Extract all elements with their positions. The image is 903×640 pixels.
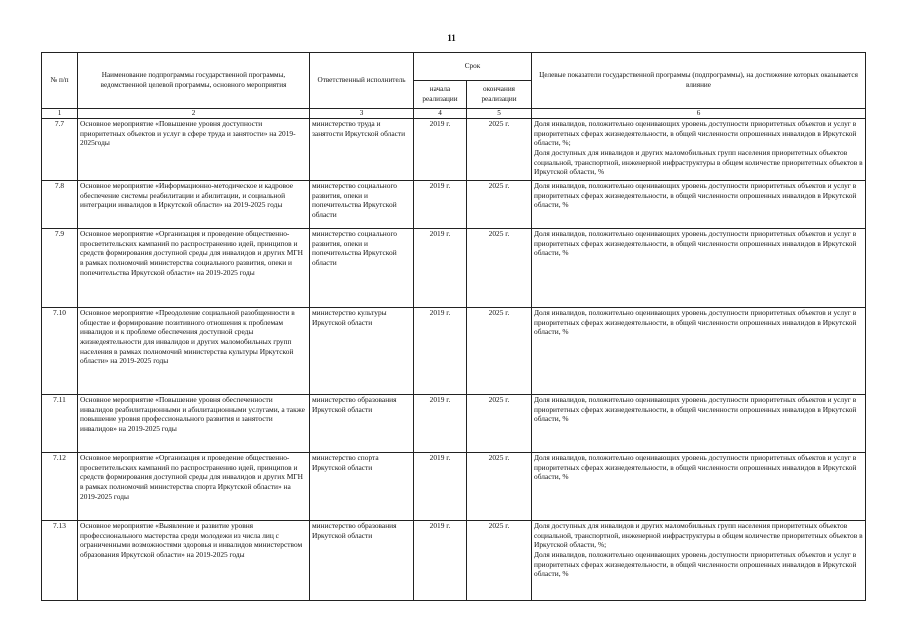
indicators <box>532 229 866 308</box>
measure-name: Основное мероприятие «Организация и проведение общественно-просветительских кампаний по распространению идей, принципов и средств формирования доступной среды для инвалидов и других МГН в рамках полномочий министерства социального развития, опеки и попечительства Иркутской области» на 2019-2025 годы <box>78 229 310 308</box>
executor: министерство образования Иркутской области <box>310 521 414 601</box>
table-row <box>42 308 866 395</box>
start-year: 2019 г. <box>414 229 467 308</box>
header-num: № п/п <box>42 53 78 109</box>
measure-name: Основное мероприятие «Повышение уровня доступности приоритетных объектов и услуг в сфере труда и занятости» на 2019-2025годы <box>78 119 310 181</box>
header-start: начала реализации <box>414 81 467 109</box>
executor: министерство спорта Иркутской области <box>310 453 414 521</box>
table-row <box>42 453 866 521</box>
table-row <box>42 119 866 181</box>
executor: министерство образования Иркутской области <box>310 395 414 453</box>
table-row <box>42 521 866 601</box>
column-number: 2 <box>78 109 310 119</box>
table-row <box>42 395 866 453</box>
start-year: 2019 г. <box>414 453 467 521</box>
executor: министерство социального развития, опеки и попечительства Иркутской области <box>310 181 414 229</box>
start-year: 2019 г. <box>414 521 467 601</box>
row-number: 7.11 <box>42 395 78 453</box>
program-table <box>41 52 866 601</box>
executor: министерство культуры Иркутской области <box>310 308 414 395</box>
row-number: 7.8 <box>42 181 78 229</box>
indicator-text: Доля инвалидов, положительно оценивающих уровень доступности приоритетных объектов и услуг в приоритетных сферах жизнедеятельности, в общей численности опрошенных инвалидов в Иркутской области, %; <box>534 119 857 148</box>
page-number: 11 <box>447 33 456 43</box>
start-year: 2019 г. <box>414 181 467 229</box>
header-term: Срок <box>414 53 532 81</box>
row-number: 7.12 <box>42 453 78 521</box>
header-name: Наименование подпрограммы государственной программы, ведомственной целевой программы, основного мероприятия <box>78 53 310 109</box>
end-year: 2025 г. <box>467 395 532 453</box>
indicator-text: Доля инвалидов, положительно оценивающих уровень доступности приоритетных объектов и услуг в приоритетных сферах жизнедеятельности, в общей численности опрошенных инвалидов в Иркутской области, % <box>534 549 857 579</box>
indicator-text: Доля инвалидов, положительно оценивающих уровень доступности приоритетных объектов и услуг в приоритетных сферах жизнедеятельности, в общей численности опрошенных инвалидов в Иркутской области, % <box>534 181 857 210</box>
row-number: 7.7 <box>42 119 78 181</box>
column-number: 1 <box>42 109 78 119</box>
column-number-row <box>42 109 866 119</box>
table-row <box>42 181 866 229</box>
executor: министерство труда и занятости Иркутской области <box>310 119 414 181</box>
measure-name: Основное мероприятие «Повышение уровня обеспеченности инвалидов реабилитационными и абилитационными услугами, а также повышение уровня профессионального развития и занятости инвалидов» на 2019-2025 годы <box>78 395 310 453</box>
start-year: 2019 г. <box>414 119 467 181</box>
end-year: 2025 г. <box>467 453 532 521</box>
header-end: окончания реализации <box>467 81 532 109</box>
end-year: 2025 г. <box>467 181 532 229</box>
indicators <box>532 453 866 521</box>
indicators <box>532 181 866 229</box>
indicators <box>532 119 866 181</box>
column-number: 3 <box>310 109 414 119</box>
header-executor: Ответственный исполнитель <box>310 53 414 109</box>
table-row <box>42 229 866 308</box>
indicators <box>532 395 866 453</box>
indicator-text: Доля инвалидов, положительно оценивающих уровень доступности приоритетных объектов и услуг в приоритетных сферах жизнедеятельности, в общей численности опрошенных инвалидов в Иркутской области, % <box>534 229 857 258</box>
indicator-text: Доля инвалидов, положительно оценивающих уровень доступности приоритетных объектов и услуг в приоритетных сферах жизнедеятельности, в общей численности опрошенных инвалидов в Иркутской области, % <box>534 395 857 424</box>
row-number: 7.9 <box>42 229 78 308</box>
indicators <box>532 308 866 395</box>
end-year: 2025 г. <box>467 521 532 601</box>
start-year: 2019 г. <box>414 395 467 453</box>
row-number: 7.10 <box>42 308 78 395</box>
indicator-text: Доля доступных для инвалидов и других маломобильных групп населения приоритетных объектов социальной, транспортной, инженерной инфраструктуры в общем количестве приоритетных объектов в Иркутской области, % <box>534 147 863 177</box>
measure-name: Основное мероприятие «Выявление и развитие уровня профессионального мастерства среди молодежи из числа лиц с ограниченными возможностями здоровья и инвалидов министерством образования Иркутской области» на 2019-2025 годы <box>78 521 310 601</box>
end-year: 2025 г. <box>467 119 532 181</box>
indicator-text: Доля инвалидов, положительно оценивающих уровень доступности приоритетных объектов и услуг в приоритетных сферах жизнедеятельности, в общей численности опрошенных инвалидов в Иркутской области, % <box>534 453 857 482</box>
end-year: 2025 г. <box>467 308 532 395</box>
indicator-text: Доля доступных для инвалидов и других маломобильных групп населения приоритетных объектов социальной, транспортной, инженерной инфраструктуры в общем количестве приоритетных объектов в Иркутской области, %; <box>534 521 863 550</box>
end-year: 2025 г. <box>467 229 532 308</box>
measure-name: Основное мероприятие «Преодоление социальной разобщенности в обществе и формирование позитивного отношения к проблемам инвалидов и к проблеме обеспечения доступной среды жизнедеятельности для инвалидов и других маломобильных групп населения в рамках полномочий министерства культуры Иркутской области» на 2019-2025 годы <box>78 308 310 395</box>
column-number: 4 <box>414 109 467 119</box>
start-year: 2019 г. <box>414 308 467 395</box>
column-number: 6 <box>532 109 866 119</box>
indicator-text: Доля инвалидов, положительно оценивающих уровень доступности приоритетных объектов и услуг в приоритетных сферах жизнедеятельности, в общей численности опрошенных инвалидов в Иркутской области, % <box>534 308 857 337</box>
measure-name: Основное мероприятие «Информационно-методическое и кадровое обеспечение системы реабилитации и абилитации, и социальной интеграции инвалидов в Иркутской области» на 2019-2025 годы <box>78 181 310 229</box>
executor: министерство социального развития, опеки и попечительства Иркутской области <box>310 229 414 308</box>
column-number: 5 <box>467 109 532 119</box>
measure-name: Основное мероприятие «Организация и проведение общественно-просветительских кампаний по распространению идей, принципов и средств формирования доступной среды для инвалидов и других МГН в рамках полномочий министерства спорта Иркутской области» на 2019-2025 годы <box>78 453 310 521</box>
row-number: 7.13 <box>42 521 78 601</box>
indicators <box>532 521 866 601</box>
header-indicators: Целевые показатели государственной программы (подпрограммы), на достижение которых оказывается влияние <box>532 53 866 109</box>
